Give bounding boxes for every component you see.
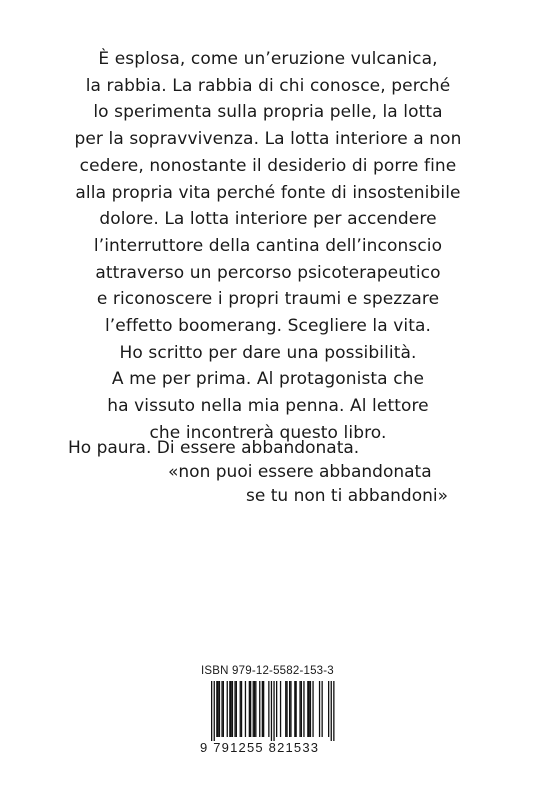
barcode-bar [307, 681, 308, 737]
barcode [200, 681, 340, 741]
blurb-line: lo sperimenta sulla propria pelle, la lotta [93, 102, 443, 123]
barcode-bar [331, 681, 332, 741]
barcode-bar [309, 681, 310, 737]
barcode-bar [294, 681, 295, 737]
barcode-bar [328, 681, 329, 737]
barcode-bar [249, 681, 250, 737]
barcode-bar [289, 681, 290, 737]
barcode-bar [232, 681, 233, 737]
barcode-bar [290, 681, 291, 737]
blurb-line: per la sopravvivenza. La lotta interiore a non [74, 129, 462, 150]
barcode-bar [310, 681, 311, 737]
barcode-bar [319, 681, 320, 737]
barcode-bar [254, 681, 255, 737]
barcode-bar [234, 681, 235, 737]
barcode-bars [200, 681, 340, 741]
barcode-bar [229, 681, 230, 737]
barcode-bar [211, 681, 212, 741]
barcode-bar [268, 681, 269, 737]
quote-line-1: Ho paura. Di essere abbandonata. [68, 438, 360, 458]
barcode-bar [312, 681, 313, 737]
barcode-bar [301, 681, 302, 737]
barcode-bar [285, 681, 286, 737]
blurb-line: attraverso un percorso psicoterapeutico [95, 262, 441, 283]
barcode-bar [273, 681, 274, 741]
blurb-line: che incontrerà questo libro. [149, 422, 387, 443]
barcode-bar [299, 681, 300, 737]
blurb-line: l’interruttore della cantina dell’inconscio [93, 235, 443, 256]
blurb-line: cedere, nonostante il desiderio di porre fine [79, 155, 457, 176]
blurb-line: dolore. La lotta interiore per accendere [99, 209, 437, 230]
barcode-bar [214, 681, 215, 741]
barcode-bar [218, 681, 219, 737]
barcode-bar [280, 681, 281, 737]
barcode-bar [253, 681, 254, 737]
barcode-bar [296, 681, 297, 737]
isbn-label: ISBN 979-12-5582-153-3 [201, 665, 334, 677]
back-cover-blurb [40, 46, 496, 447]
barcode-bar [219, 681, 220, 737]
barcode-bar [241, 681, 242, 737]
barcode-bar [223, 681, 224, 737]
barcode-bar [250, 681, 251, 737]
blurb-line: È esplosa, come un’eruzione vulcanica, [98, 49, 438, 69]
blurb-line: ha vissuto nella mia penna. Al lettore [107, 396, 429, 417]
blurb-line: la rabbia. La rabbia di chi conosce, perché [85, 75, 451, 96]
barcode-bar [263, 681, 264, 737]
barcode-bar [303, 681, 304, 737]
barcode-bar [322, 681, 323, 737]
barcode-bar [245, 681, 246, 737]
quote-line-3: se tu non ti abbandoni» [246, 486, 448, 506]
barcode-bar [271, 681, 272, 741]
barcode-bar [227, 681, 228, 737]
blurb-line: e riconoscere i propri traumi e spezzare [96, 289, 440, 310]
blurb-line: alla propria vita perché fonte di insostenibile [75, 182, 461, 203]
blurb-line: A me per prima. Al protagonista che [111, 369, 425, 390]
barcode-bar [216, 681, 217, 737]
blurb-line: Ho scritto per dare una possibilità. [119, 342, 417, 363]
barcode-bar [286, 681, 287, 737]
barcode-bar [259, 681, 260, 737]
barcode-bar [255, 681, 256, 737]
barcode-bar [231, 681, 232, 737]
barcode-bar [276, 681, 277, 737]
barcode-bar [333, 681, 334, 741]
barcode-bar [240, 681, 241, 737]
barcode-bar [221, 681, 222, 737]
barcode-digits: 9 791255 821533 [200, 740, 320, 755]
barcode-bar [262, 681, 263, 737]
quote-line-2: «non puoi essere abbandonata [168, 462, 432, 482]
blurb-line: l’effetto boomerang. Scegliere la vita. [104, 316, 432, 337]
barcode-bar [236, 681, 237, 737]
